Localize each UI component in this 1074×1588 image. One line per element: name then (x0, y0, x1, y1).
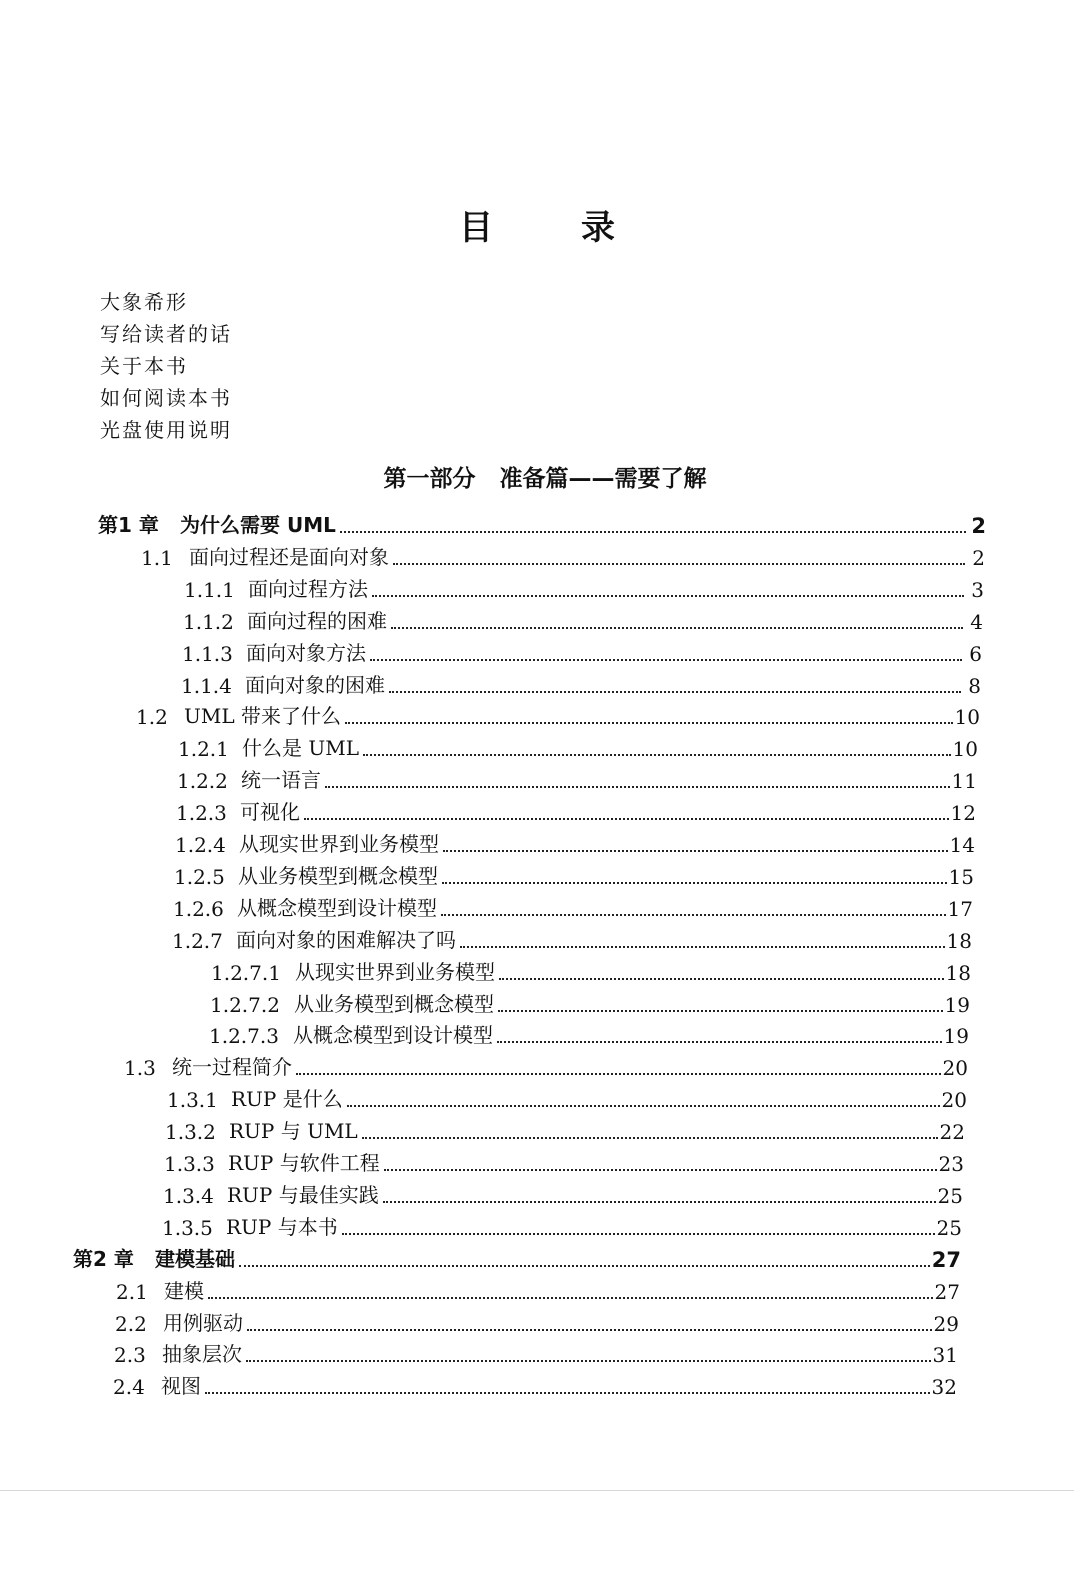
toc-entry-title: 从现实世界到业务模型 (239, 832, 439, 856)
toc-page-number: 10 (952, 737, 978, 761)
toc-dot-leader (342, 1232, 935, 1235)
toc-entry-number: 1.1 (141, 546, 173, 570)
toc-entry-row (167, 1082, 967, 1112)
toc-entry-title: 什么是 UML (242, 736, 359, 760)
toc-entry-number: 2.1 (116, 1280, 148, 1304)
toc-page-number: 29 (933, 1312, 959, 1336)
front-matter-item: 写给读者的话 (100, 322, 232, 346)
toc-entry-number: 1.1.1 (184, 578, 235, 602)
toc-entry-title: 视图 (161, 1374, 201, 1398)
toc-entry-row (164, 1146, 964, 1176)
page-bottom-rule (0, 1490, 1074, 1491)
toc-page-number: 12 (950, 801, 976, 825)
toc-entry-title: RUP 与最佳实践 (227, 1183, 379, 1207)
toc-dot-leader (391, 626, 963, 629)
toc-entry-number: 1.2.5 (174, 865, 225, 889)
toc-entry-number: 1.3.4 (163, 1184, 214, 1208)
toc-page-number: 19 (944, 993, 970, 1017)
toc-dot-leader (239, 1264, 930, 1267)
toc-entry-number: 第2 章 (73, 1247, 134, 1271)
toc-entry-number: 1.2.4 (175, 833, 226, 857)
toc-dot-leader (383, 1200, 936, 1203)
toc-entry-title: 面向过程方法 (248, 577, 368, 601)
toc-entry-title: 面向对象的困难 (245, 673, 385, 697)
toc-entry-number: 1.3 (124, 1056, 156, 1080)
toc-entry-row (209, 1018, 969, 1048)
toc-entry-number: 1.2.1 (178, 737, 229, 761)
toc-entry-row (163, 1178, 963, 1208)
toc-page-number: 19 (943, 1024, 969, 1048)
toc-entry-number: 1.2.7.3 (209, 1024, 279, 1048)
toc-page-number: 15 (948, 865, 974, 889)
toc-entry-row (172, 923, 972, 953)
toc-entry-title: 从现实世界到业务模型 (295, 960, 495, 984)
toc-dot-leader (304, 817, 949, 820)
toc-entry-row (178, 731, 978, 761)
part-name: 准备篇——需要了解 (499, 466, 707, 492)
toc-page-number: 3 (971, 578, 984, 602)
toc-entry-row (176, 795, 976, 825)
page-title-char-1: 目 (459, 208, 493, 248)
toc-entry-number: 第1 章 (98, 513, 159, 537)
toc-entry-row (165, 1114, 965, 1144)
toc-dot-leader (372, 594, 964, 597)
toc-page-number: 27 (934, 1280, 960, 1304)
toc-dot-leader (498, 1009, 943, 1012)
toc-entry-number: 2.4 (113, 1375, 145, 1399)
toc-entry-title: 从业务模型到概念模型 (238, 864, 438, 888)
toc-page-number: 14 (949, 833, 975, 857)
toc-entry-row (162, 1210, 962, 1240)
toc-dot-leader (497, 1040, 942, 1043)
toc-entry-title: 建模 (164, 1279, 204, 1303)
toc-entry-number: 1.1.2 (183, 610, 234, 634)
toc-entry-number: 1.2 (136, 705, 168, 729)
toc-page-number: 6 (969, 642, 982, 666)
toc-page-number: 2 (972, 546, 985, 570)
page-title-char-2: 录 (581, 208, 615, 248)
toc-entry-title: 从业务模型到概念模型 (294, 992, 494, 1016)
toc-dot-leader (441, 913, 946, 916)
toc-dot-leader (389, 690, 961, 693)
toc-entry-title: RUP 与软件工程 (228, 1151, 380, 1175)
front-matter-item: 大象希形 (100, 290, 188, 314)
toc-entry-number: 1.2.6 (173, 897, 224, 921)
toc-entry-row (183, 604, 983, 634)
toc-entry-title: 用例驱动 (163, 1311, 243, 1335)
toc-entry-row (177, 763, 977, 793)
front-matter-item: 如何阅读本书 (100, 386, 232, 410)
toc-entry-number: 1.2.7 (172, 929, 223, 953)
toc-page-number: 20 (942, 1056, 968, 1080)
toc-entry-row (211, 955, 971, 985)
toc-page-number: 10 (954, 705, 980, 729)
toc-dot-leader (362, 1136, 938, 1139)
toc-dot-leader (246, 1359, 931, 1362)
toc-dot-leader (370, 658, 962, 661)
toc-page-number: 22 (939, 1120, 965, 1144)
toc-page-number: 23 (938, 1152, 964, 1176)
toc-entry-title: 从概念模型到设计模型 (293, 1023, 493, 1047)
toc-page-number: 18 (946, 929, 972, 953)
toc-entry-number: 1.3.5 (162, 1216, 213, 1240)
toc-dot-leader (393, 562, 965, 565)
toc-entry-title: 面向对象的困难解决了吗 (236, 928, 456, 952)
toc-entry-number: 1.3.3 (164, 1152, 215, 1176)
toc-page-number: 20 (941, 1088, 967, 1112)
toc-entry-number: 2.3 (114, 1343, 146, 1367)
toc-entry-title: RUP 是什么 (231, 1087, 343, 1111)
toc-entry-number: 1.2.7.2 (210, 993, 280, 1017)
toc-page-number: 31 (932, 1343, 958, 1367)
front-matter-item: 光盘使用说明 (100, 418, 232, 442)
toc-dot-leader (443, 849, 948, 852)
toc-entry-number: 1.2.2 (177, 769, 228, 793)
front-matter-item: 关于本书 (100, 354, 188, 378)
toc-dot-leader (340, 530, 966, 533)
toc-entry-title: 统一语言 (241, 768, 321, 792)
toc-entry-title: 从概念模型到设计模型 (237, 896, 437, 920)
toc-page-number: 25 (936, 1216, 962, 1240)
toc-entry-number: 1.3.2 (165, 1120, 216, 1144)
toc-entry-number: 1.1.4 (181, 674, 232, 698)
toc-dot-leader (363, 753, 951, 756)
toc-entry-title: 面向对象方法 (246, 641, 366, 665)
toc-entry-title: RUP 与本书 (226, 1215, 338, 1239)
toc-entry-title: 为什么需要 UML (180, 513, 336, 537)
toc-page-number: 11 (951, 769, 977, 793)
toc-entry-number: 1.1.3 (182, 642, 233, 666)
toc-entry-title: RUP 与 UML (229, 1119, 358, 1143)
toc-entry-row (116, 1274, 960, 1304)
toc-entry-number: 2.2 (115, 1312, 147, 1336)
toc-entry-row (114, 1337, 958, 1367)
toc-entry-row (210, 987, 970, 1017)
toc-entry-row (175, 827, 975, 857)
toc-entry-number: 1.2.7.1 (211, 961, 281, 985)
toc-dot-leader (205, 1391, 930, 1394)
toc-chapter-row (73, 1242, 961, 1272)
toc-dot-leader (208, 1296, 933, 1299)
toc-dot-leader (442, 881, 947, 884)
part-label: 第一部分 (383, 466, 476, 492)
toc-entry-row (182, 636, 982, 666)
toc-page-number: 27 (931, 1248, 961, 1272)
toc-page-number: 18 (945, 961, 971, 985)
toc-entry-number: 1.3.1 (167, 1088, 218, 1112)
toc-chapter-row (98, 508, 986, 538)
toc-entry-title: 可视化 (240, 800, 300, 824)
toc-dot-leader (460, 945, 945, 948)
toc-entry-row (113, 1369, 957, 1399)
toc-dot-leader (347, 1104, 940, 1107)
toc-page-number: 2 (971, 514, 986, 538)
toc-entry-number: 1.2.3 (176, 801, 227, 825)
toc-entry-row (184, 572, 984, 602)
toc-entry-title: 面向过程还是面向对象 (189, 545, 389, 569)
toc-dot-leader (345, 721, 953, 724)
toc-page-number: 17 (947, 897, 973, 921)
toc-entry-row (136, 699, 980, 729)
toc-entry-title: 建模基础 (155, 1247, 235, 1271)
toc-entry-title: 统一过程简介 (172, 1055, 292, 1079)
toc-dot-leader (247, 1328, 932, 1331)
toc-entry-row (181, 668, 981, 698)
toc-entry-title: UML 带来了什么 (184, 704, 341, 728)
toc-entry-row (174, 859, 974, 889)
toc-dot-leader (384, 1168, 937, 1171)
toc-entry-title: 抽象层次 (162, 1342, 242, 1366)
toc-entry-title: 面向过程的困难 (247, 609, 387, 633)
toc-entry-row (173, 891, 973, 921)
toc-dot-leader (325, 785, 950, 788)
toc-entry-row (141, 540, 985, 570)
toc-page-number: 32 (931, 1375, 957, 1399)
toc-entry-row (115, 1306, 959, 1336)
toc-dot-leader (499, 977, 944, 980)
toc-dot-leader (296, 1072, 941, 1075)
toc-page-number: 4 (970, 610, 983, 634)
toc-entry-row (124, 1050, 968, 1080)
toc-page-number: 8 (968, 674, 981, 698)
toc-page-number: 25 (937, 1184, 963, 1208)
